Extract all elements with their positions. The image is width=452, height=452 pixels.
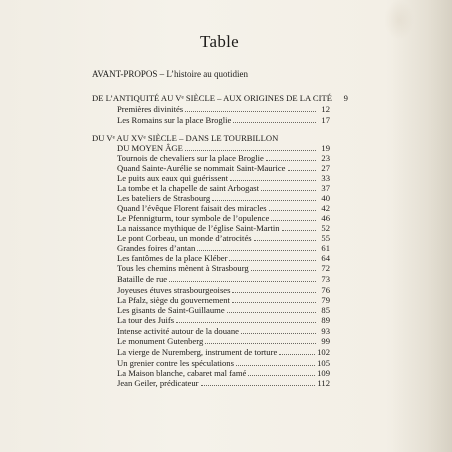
toc-entry xyxy=(117,213,330,223)
toc-entry-text: DE L’ANTIQUITÉ AU Vᵉ SIÈCLE – AUX ORIGINES DE LA CITÉ xyxy=(92,93,332,103)
toc-entry-text: DU Vᵉ AU XVᵉ SIÈCLE – DANS LE TOURBILLON xyxy=(92,133,279,143)
toc-leader-dots xyxy=(279,347,315,355)
toc-entry xyxy=(117,253,330,263)
toc-page-number: 93 xyxy=(321,326,330,336)
toc-leader-dots xyxy=(176,315,316,323)
toc-entry-text: Les bateliers de Strasbourg xyxy=(117,193,211,203)
toc-page-number: 40 xyxy=(321,193,330,203)
toc-entry-text: La tour des Juifs xyxy=(117,315,175,325)
toc-leader-dots xyxy=(254,233,316,241)
toc-entry xyxy=(117,315,330,325)
toc-page-number: 46 xyxy=(321,213,330,223)
toc-leader-dots xyxy=(261,183,316,191)
toc-entry xyxy=(117,173,330,183)
toc-entry xyxy=(117,336,330,346)
toc-entry xyxy=(117,368,330,378)
toc-section-heading xyxy=(92,133,330,143)
toc-page-number: 42 xyxy=(321,203,330,213)
toc-entry-text: La vierge de Nuremberg, instrument de torture xyxy=(117,347,278,357)
toc-entry xyxy=(117,243,330,253)
toc-leader-dots xyxy=(266,153,316,161)
toc-page-number: 27 xyxy=(321,163,330,173)
toc-page-number: 79 xyxy=(321,295,330,305)
toc-page-number: 55 xyxy=(321,233,330,243)
toc-entry-text: Quand Sainte-Aurélie se nommait Saint-Maurice xyxy=(117,163,286,173)
toc-entry-text: Les fantômes de la place Kléber xyxy=(117,253,228,263)
toc-entry-text: Le pont Corbeau, un monde d’atrocités xyxy=(117,233,252,243)
toc-leader-dots xyxy=(251,263,316,271)
toc-entry xyxy=(117,295,330,305)
toc-entry-text: Le puits aux eaux qui guérissent xyxy=(117,173,228,183)
toc-entry xyxy=(117,104,330,114)
toc-leader-dots xyxy=(233,115,316,123)
toc-section-heading xyxy=(92,93,348,103)
toc-entry-text: La Maison blanche, cabaret mal famé xyxy=(117,368,247,378)
toc-leader-dots xyxy=(236,358,315,366)
toc-entry xyxy=(117,358,330,368)
toc-entry xyxy=(117,163,330,173)
toc-page-number: 19 xyxy=(321,143,330,153)
toc-leader-dots xyxy=(232,295,316,303)
toc-leader-dots xyxy=(201,378,316,386)
toc-leader-dots xyxy=(288,163,317,171)
toc-entry xyxy=(117,233,330,243)
toc-leader-dots xyxy=(185,143,316,151)
toc-leader-dots xyxy=(230,173,316,181)
toc-leader-dots xyxy=(197,243,316,251)
toc-entry-text: Un grenier contre les spéculations xyxy=(117,358,234,368)
toc-entry xyxy=(117,274,330,284)
toc-leader-dots xyxy=(271,213,316,221)
toc-leader-dots xyxy=(248,368,315,376)
toc-page-number: 112 xyxy=(317,378,330,388)
toc-entry xyxy=(117,305,330,315)
toc-page-number: 105 xyxy=(317,358,330,368)
toc-leader-dots xyxy=(205,336,316,344)
toc-section-heading-continued xyxy=(117,143,330,153)
avant-propos-line: AVANT-PROPOS – L’histoire au quotidien xyxy=(92,69,249,79)
toc-entry xyxy=(117,285,330,295)
toc-entry xyxy=(117,263,330,273)
toc-leader-dots xyxy=(269,203,316,211)
paper-stain xyxy=(384,0,414,40)
toc-page-number: 9 xyxy=(343,93,348,103)
toc-entry xyxy=(117,378,330,388)
toc-entry xyxy=(117,347,330,357)
page-title: Table xyxy=(200,32,240,51)
toc-entry-text: Les Romains sur la place Broglie xyxy=(117,115,232,125)
toc-entry-text: Le Pfennigturm, tour symbole de l’opulence xyxy=(117,213,270,223)
toc-page-number: 72 xyxy=(321,263,330,273)
toc-page-number: 89 xyxy=(321,315,330,325)
toc-entry-text: Premières divinités xyxy=(117,104,184,114)
toc-page-number: 33 xyxy=(321,173,330,183)
toc-entry-text: La tombe et la chapelle de saint Arbogast xyxy=(117,183,259,193)
toc-leader-dots xyxy=(185,104,316,112)
toc-leader-dots xyxy=(212,193,316,201)
toc-entry xyxy=(117,183,330,193)
toc-leader-dots xyxy=(227,305,316,313)
toc-leader-dots xyxy=(232,285,316,293)
toc-leader-dots xyxy=(241,326,316,334)
toc-page-number: 76 xyxy=(321,285,330,295)
toc-page-number: 99 xyxy=(321,336,330,346)
toc-page-number: 37 xyxy=(321,183,330,193)
toc-entry-text: Tous les chemins mènent à Strasbourg xyxy=(117,263,249,273)
toc-page-number: 23 xyxy=(321,153,330,163)
toc-leader-dots xyxy=(169,274,316,282)
toc-entry xyxy=(117,153,330,163)
toc-page-number: 64 xyxy=(321,253,330,263)
toc-entry-text: Quand l’évêque Florent faisait des miracles xyxy=(117,203,267,213)
toc-page-number: 61 xyxy=(321,243,330,253)
toc-entry-text: Bataille de rue xyxy=(117,274,168,284)
toc-entry-text: La Pfalz, siège du gouvernement xyxy=(117,295,230,305)
toc-page-number: 73 xyxy=(321,274,330,284)
toc-page-number: 17 xyxy=(321,115,330,125)
toc-page-number: 85 xyxy=(321,305,330,315)
toc-entry-text: Les gisants de Saint-Guillaume xyxy=(117,305,225,315)
toc-entry-text: La naissance mythique de l’église Saint-Martin xyxy=(117,223,280,233)
page-gutter-shadow xyxy=(390,0,452,452)
toc-entry xyxy=(117,223,330,233)
toc-entry-text: Jean Geiler, prédicateur xyxy=(117,378,199,388)
toc-entry-text: Le monument Gutenberg xyxy=(117,336,204,346)
toc-entry-text: Joyeuses étuves strasbourgeoises xyxy=(117,285,231,295)
toc-page-number: 102 xyxy=(317,347,330,357)
toc-entry-text: Intense activité autour de la douane xyxy=(117,326,239,336)
toc-leader-dots xyxy=(229,253,316,261)
toc-entry xyxy=(117,203,330,213)
toc-page-number: 109 xyxy=(317,368,330,378)
toc-entry xyxy=(117,326,330,336)
toc-page-number: 52 xyxy=(321,223,330,233)
toc-entry-text: Grandes foires d’antan xyxy=(117,243,196,253)
toc-leader-dots xyxy=(282,223,316,231)
toc-entry-text: Tournois de chevaliers sur la place Broglie xyxy=(117,153,264,163)
toc-entry xyxy=(117,193,330,203)
toc-page-number: 12 xyxy=(321,104,330,114)
toc-entry xyxy=(117,115,330,125)
toc-entry-text: DU MOYEN ÂGE xyxy=(117,143,183,153)
